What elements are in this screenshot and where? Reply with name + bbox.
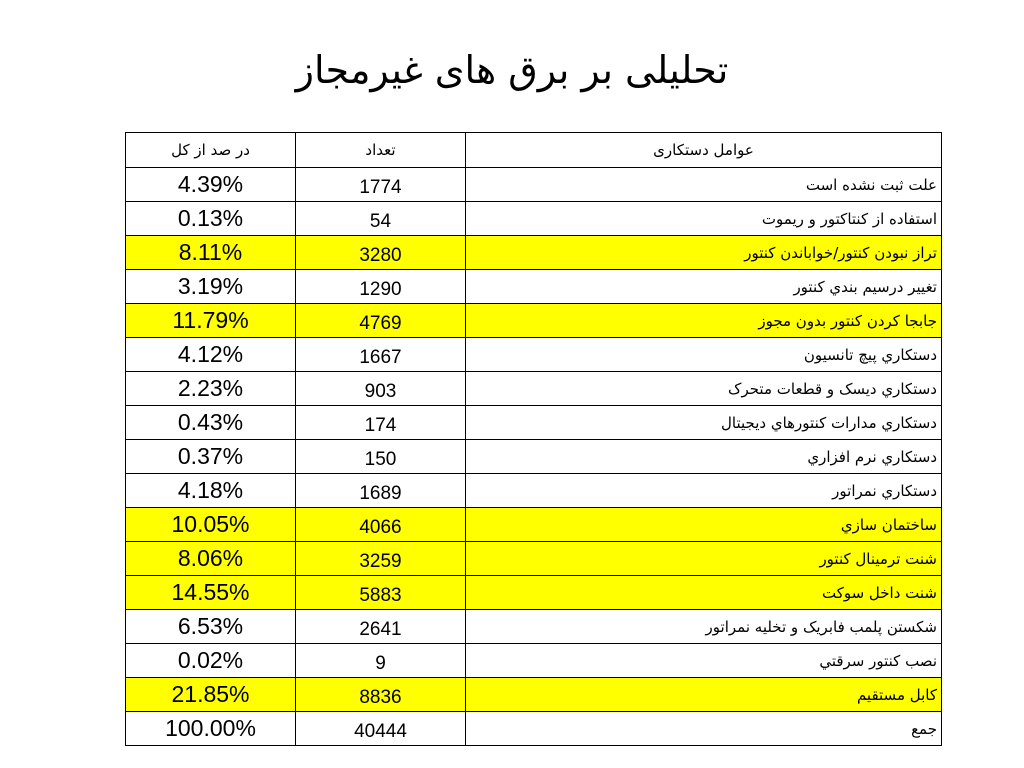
table-row <box>126 304 942 338</box>
cell-factor: تغيير درسيم بندي کنتور <box>466 270 942 304</box>
cell-count: 1689 <box>296 474 466 508</box>
cell-factor: نصب کنتور سرقتي <box>466 644 942 678</box>
slide-title: تحلیلی بر برق های غیرمجاز <box>295 48 729 92</box>
table-row <box>126 678 942 712</box>
cell-percent: 4.12% <box>126 338 296 372</box>
cell-factor: شکستن پلمب فابریک و تخلیه نمراتور <box>466 610 942 644</box>
cell-count: 2641 <box>296 610 466 644</box>
cell-count: 903 <box>296 372 466 406</box>
cell-percent: 10.05% <box>126 508 296 542</box>
data-table <box>125 132 942 746</box>
cell-count: 9 <box>296 644 466 678</box>
cell-percent: 4.39% <box>126 168 296 202</box>
cell-count: 1290 <box>296 270 466 304</box>
cell-factor: جمع <box>466 712 942 746</box>
table-row <box>126 644 942 678</box>
cell-factor: شنت داخل سوکت <box>466 576 942 610</box>
cell-count: 5883 <box>296 576 466 610</box>
table-row <box>126 236 942 270</box>
cell-factor: کابل مستقيم <box>466 678 942 712</box>
cell-percent: 21.85% <box>126 678 296 712</box>
cell-percent: 4.18% <box>126 474 296 508</box>
cell-factor: دستکاري مدارات کنتورهاي ديجيتال <box>466 406 942 440</box>
cell-factor: تراز نبودن کنتور/خواباندن کنتور <box>466 236 942 270</box>
table-row <box>126 508 942 542</box>
table-row <box>126 440 942 474</box>
table-row <box>126 270 942 304</box>
cell-factor: دستکاري نمراتور <box>466 474 942 508</box>
table-row <box>126 712 942 746</box>
cell-count: 3259 <box>296 542 466 576</box>
cell-factor: شنت ترمينال کنتور <box>466 542 942 576</box>
cell-count: 1774 <box>296 168 466 202</box>
cell-count: 4769 <box>296 304 466 338</box>
table-row <box>126 576 942 610</box>
cell-factor: علت ثبت نشده است <box>466 168 942 202</box>
table-body <box>126 168 942 746</box>
cell-factor: استفاده از کنتاکتور و ریموت <box>466 202 942 236</box>
cell-percent: 2.23% <box>126 372 296 406</box>
table-row <box>126 168 942 202</box>
table-row <box>126 610 942 644</box>
cell-count: 8836 <box>296 678 466 712</box>
cell-factor: دستکاري نرم افزاري <box>466 440 942 474</box>
cell-factor: دستکاري پيچ تانسيون <box>466 338 942 372</box>
table-row <box>126 338 942 372</box>
cell-percent: 0.02% <box>126 644 296 678</box>
cell-count: 150 <box>296 440 466 474</box>
header-percent: در صد از کل <box>126 133 296 168</box>
cell-count: 40444 <box>296 712 466 746</box>
cell-percent: 14.55% <box>126 576 296 610</box>
cell-count: 4066 <box>296 508 466 542</box>
cell-percent: 8.06% <box>126 542 296 576</box>
cell-percent: 6.53% <box>126 610 296 644</box>
cell-count: 54 <box>296 202 466 236</box>
header-count: تعداد <box>296 133 466 168</box>
cell-factor: جابجا کردن کنتور بدون مجوز <box>466 304 942 338</box>
cell-percent: 0.37% <box>126 440 296 474</box>
cell-percent: 11.79% <box>126 304 296 338</box>
cell-factor: دستکاري ديسک و قطعات متحرک <box>466 372 942 406</box>
cell-percent: 100.00% <box>126 712 296 746</box>
cell-count: 174 <box>296 406 466 440</box>
cell-percent: 8.11% <box>126 236 296 270</box>
table-row <box>126 372 942 406</box>
cell-factor: ساختمان سازي <box>466 508 942 542</box>
cell-percent: 0.13% <box>126 202 296 236</box>
table-header-row <box>126 133 942 168</box>
cell-percent: 3.19% <box>126 270 296 304</box>
table-row <box>126 542 942 576</box>
table-row <box>126 406 942 440</box>
header-factor: عوامل دستکاری <box>466 133 942 168</box>
table-row <box>126 202 942 236</box>
cell-percent: 0.43% <box>126 406 296 440</box>
cell-count: 3280 <box>296 236 466 270</box>
cell-count: 1667 <box>296 338 466 372</box>
table-row <box>126 474 942 508</box>
